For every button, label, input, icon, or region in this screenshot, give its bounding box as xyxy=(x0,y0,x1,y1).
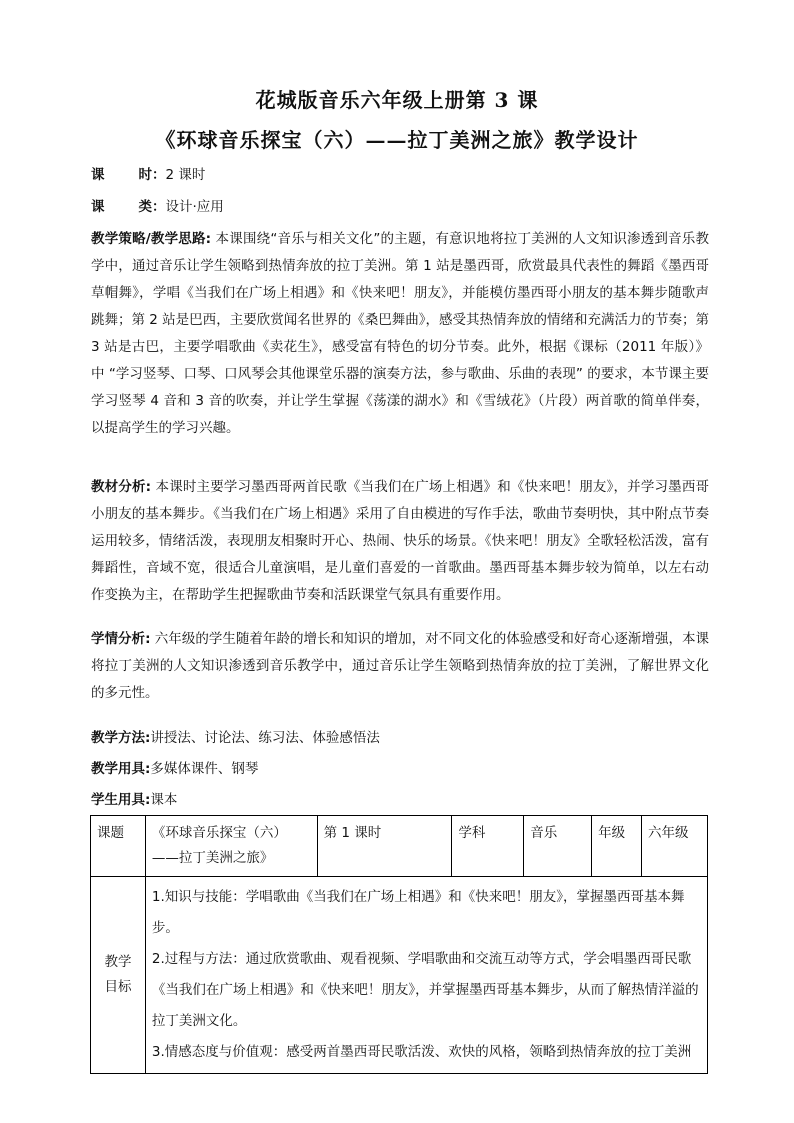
material-analysis-text: 本课时主要学习墨西哥两首民歌《当我们在广场上相遇》和《快来吧！朋友》，并学习墨西哥小朋友的基本舞步。《当我们在广场上相遇》采用了自由模进的写作手法，歌曲节奏明快，其中附点节奏运用较多，情绪活泼，表现朋友相聚时开心、热闹、快乐的场景。《快来吧！朋友》全歌轻松活泼，富有舞蹈性，音域不宽，很适合儿童演唱，是儿童们喜爱的一首歌曲。墨西哥基本舞步较为简单，以左右动作变换为主，在帮助学生把握歌曲节奏和活跃课堂气氛具有重要作用。 xyxy=(91,479,709,603)
document-title-line2: 《环球音乐探宝（六）——拉丁美洲之旅》教学设计 xyxy=(155,128,639,152)
subject-value-cell: 音乐 xyxy=(524,816,592,877)
student-tools-line xyxy=(91,792,177,808)
student-tools-label: 学生用具: xyxy=(91,792,151,808)
grade-label-cell: 年级 xyxy=(592,816,642,877)
topic-label-cell: 课题 xyxy=(91,816,146,877)
goals-label-line1: 教学 xyxy=(104,954,132,970)
class-hours-label-b: 时： xyxy=(138,167,166,183)
goals-content-cell xyxy=(145,877,707,1074)
goals-label-cell xyxy=(91,877,146,1074)
student-tools-value: 课本 xyxy=(150,792,178,808)
teaching-strategy-text: 本课围绕“音乐与相关文化”的主题，有意识地将拉丁美洲的人文知识渗透到音乐教学中，通过音乐让学生领略到热情奔放的拉丁美洲。第 1 站是墨西哥，欣赏最具代表性的舞蹈《墨西哥草帽舞》，学唱《当我们在广场上相遇》和《快来吧！朋友》，并能模仿墨西哥小朋友的基本舞步随歌声跳舞；第 2 站是巴西，主要欣赏闻名世界的《桑巴舞曲》，感受其热情奔放的情绪和充满活力的节奏；第 3 站是古巴，主要学唱歌曲《卖花生》，感受富有特色的切分节奏。此外，根据《课标（2011 年版）》中 “学习竖琴、口琴、口风琴会其他课堂乐器的演奏方法，参与歌曲、乐曲的表现” 的要求，本节课主要学习竖琴 4 音和 3 音的吹奏，并让学生掌握《荡漾的湖水》和《雪绒花》（片段）两首歌的简单伴奏，以提高学生的学习兴趣。 xyxy=(91,231,709,436)
teaching-methods-label: 教学方法: xyxy=(91,730,151,746)
goal-knowledge: 1.知识与技能：学唱歌曲《当我们在广场上相遇》和《快来吧！朋友》，掌握墨西哥基本舞步。 xyxy=(151,889,685,936)
material-analysis-label: 教材分析: xyxy=(91,479,152,495)
teaching-methods-value: 讲授法、讨论法、练习法、体验感悟法 xyxy=(150,730,380,746)
table-row xyxy=(91,816,708,877)
class-hours-value: 2 课时 xyxy=(165,167,206,183)
teaching-tools-value: 多媒体课件、钢琴 xyxy=(150,761,259,777)
teaching-methods-line xyxy=(91,730,380,746)
goals-label-line2: 目标 xyxy=(104,979,132,995)
teaching-strategy-label: 教学策略/教学思路: xyxy=(91,231,212,247)
grade-value-cell: 六年级 xyxy=(642,816,708,877)
table-row xyxy=(91,877,708,1074)
lesson-plan-table xyxy=(90,815,708,1074)
teaching-tools-label: 教学用具: xyxy=(91,761,151,777)
class-hours-label-a: 课 xyxy=(91,167,105,183)
document-title-line1: 花城版音乐六年级上册第 3 课 xyxy=(255,88,539,112)
student-analysis-label: 学情分析: xyxy=(91,631,151,647)
goal-attitude: 3.情感态度与价值观：感受两首墨西哥民歌活泼、欢快的风格，领略到热情奔放的拉丁美洲 xyxy=(151,1044,692,1060)
class-type-label-a: 课 xyxy=(91,199,105,215)
class-type-label-b: 类： xyxy=(138,199,166,215)
class-type-line xyxy=(91,199,224,215)
student-analysis-paragraph xyxy=(91,626,709,707)
class-type-value: 设计·应用 xyxy=(165,199,224,215)
topic-value-line2: ——拉丁美洲之旅》 xyxy=(151,850,274,866)
goal-process: 2.过程与方法：通过欣赏歌曲、观看视频、学唱歌曲和交流互动等方式，学会唱墨西哥民歌《当我们在广场上相遇》和《快来吧！朋友》，并掌握墨西哥基本舞步，从而了解热情洋溢的拉丁美洲文化。 xyxy=(151,951,699,1029)
class-hours-line xyxy=(91,167,205,183)
subject-label-cell: 学科 xyxy=(452,816,524,877)
topic-value-line1: 《环球音乐探宝（六） xyxy=(151,825,287,841)
student-analysis-text: 六年级的学生随着年龄的增长和知识的增加，对不同文化的体验感受和好奇心逐渐增强，本课将拉丁美洲的人文知识渗透到音乐教学中，通过音乐让学生领略到热情奔放的拉丁美洲，了解世界文化的多元性。 xyxy=(91,631,710,701)
period-cell: 第 1 课时 xyxy=(317,816,452,877)
material-analysis-paragraph xyxy=(91,474,709,609)
teaching-strategy-paragraph xyxy=(91,226,709,442)
topic-value-cell xyxy=(145,816,317,877)
teaching-tools-line xyxy=(91,761,258,777)
